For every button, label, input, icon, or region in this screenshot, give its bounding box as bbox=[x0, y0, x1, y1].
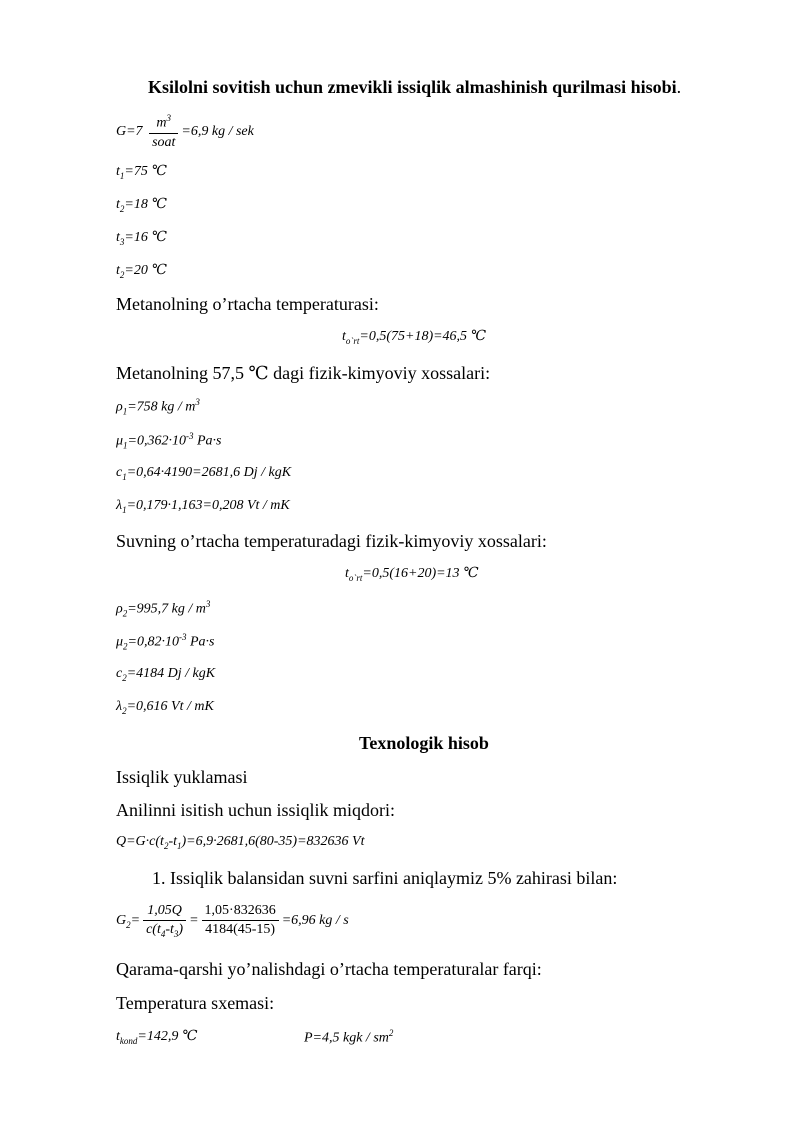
formula-t-avg-water: $t_{o`rt}=0,5(16+20)=13$ ℃ bbox=[345, 566, 479, 583]
text-counterflow: Qarama-qarshi yo’nalishdagi o’rtacha temperaturalar farqi: bbox=[116, 959, 542, 979]
text-metanol-properties: Metanolning 57,5 ℃ dagi fizik-kimyoviy xossalari: bbox=[116, 363, 491, 383]
formula-mu2: $\mu_2=0,82\cdot 10^{-3}$ Pa·s bbox=[116, 632, 215, 652]
formula-Q: $Q=G\cdot c(t_2-t_1)=6,9\cdot 2681,6(80-35)=832636$ Vt bbox=[116, 834, 365, 851]
text-aniline-heat: Anilinni isitish uchun issiqlik miqdori: bbox=[116, 800, 396, 820]
text-water-properties: Suvning o’rtacha temperaturadagi fizik-kimyoviy xossalari: bbox=[116, 531, 547, 551]
text-temperature-scheme: Temperatura sxemasi: bbox=[116, 993, 275, 1013]
text-metanol-average: Metanolning o’rtacha temperaturasi: bbox=[116, 294, 379, 314]
text-heat-load: Issiqlik yuklamasi bbox=[116, 767, 248, 787]
formula-c1: $c_1=0,64\cdot 4190=2681,6$ Dj / kgK bbox=[116, 465, 292, 482]
fraction-m3-per-hour: $\frac{m^3}{\text{soat}}$ bbox=[149, 113, 178, 151]
fraction-G2-symbolic: $\frac{1,05Q}{c(t_4-t_3)}$ bbox=[143, 903, 186, 939]
document-title: Ksilolni sovitish uchun zmevikli issiqlik almashinish qurilmasi hisobi. bbox=[148, 77, 682, 97]
list-item-1: 1. Issiqlik balansidan suvni sarfini aniqlaymiz 5% zahirasi bilan: bbox=[152, 868, 618, 888]
section-heading-technological: Texnologik hisob bbox=[359, 733, 489, 753]
formula-t2-second: $t_2=20$ ℃ bbox=[116, 263, 167, 280]
formula-t2: $t_2=18$ ℃ bbox=[116, 197, 167, 214]
formula-c2: $c_2=4184$ Dj / kgK bbox=[116, 666, 216, 683]
formula-rho1: $\rho_1=758$ kg / $m^3$ bbox=[116, 397, 200, 417]
fraction-G2-numeric: $\frac{1,05\cdot 832636}{4184(45-15)}$ bbox=[202, 903, 279, 938]
formula-lambda2: $\lambda_2=0,616$ Vt / mK bbox=[116, 699, 214, 716]
formula-lambda1: $\lambda_1=0,179\cdot 1,163=0,208$ Vt / mK bbox=[116, 498, 290, 515]
formula-P: P=4,5 kgk / $sm^2$ bbox=[304, 1028, 394, 1046]
formula-G2: $G_2=$ $\frac{1,05Q}{c(t_4-t_3)}$ = $\frac{1,05\cdot 832636}{4184(45-15)}$ =6,96 kg / s bbox=[116, 903, 349, 939]
formula-t1: $t_1=75$ ℃ bbox=[116, 164, 167, 181]
formula-t3: $t_3=16$ ℃ bbox=[116, 230, 167, 247]
formula-t-kond: $t_{kond}=142,9$ ℃ bbox=[116, 1029, 198, 1046]
formula-mu1: $\mu_1=0,362\cdot 10^{-3}$ Pa·s bbox=[116, 431, 222, 451]
formula-t-avg-metanol: $t_{o`rt}=0,5(75+18)=46,5$ ℃ bbox=[342, 329, 487, 346]
formula-rho2: $\rho_2=995,7$ kg / $m^3$ bbox=[116, 599, 211, 619]
formula-G: G=7 $\frac{m^3}{\text{soat}}$ =6,9 kg / sek bbox=[116, 113, 254, 150]
